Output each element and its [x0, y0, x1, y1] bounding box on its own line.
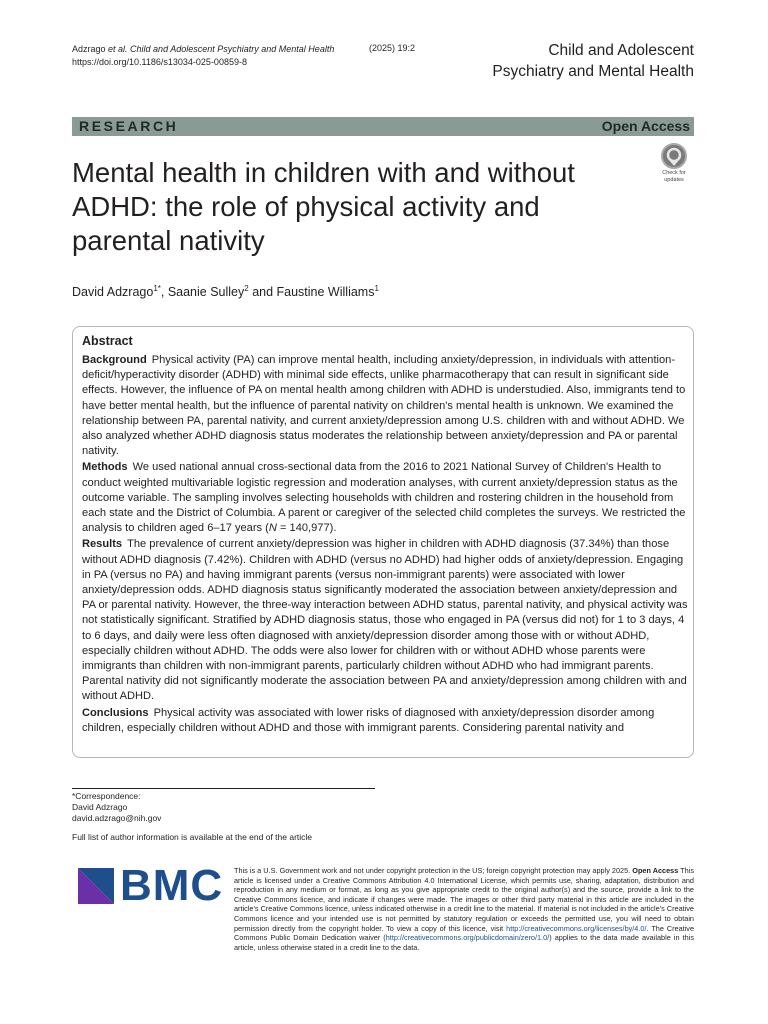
author-affiliation: 2 [244, 284, 249, 293]
methods-n: N [268, 522, 277, 535]
license-part1: This is a U.S. Government work and not under copyright protection in the US; foreign copyright protection may apply 2025. [234, 866, 633, 875]
correspondence-name: David Adzrago [72, 802, 128, 812]
license-link-cc-by[interactable]: http://creativecommons.org/licenses/by/4.0/ [506, 923, 647, 933]
license-part3: . The Creative Commons Public Domain Dedication waiver ( [234, 923, 694, 943]
running-header [72, 43, 334, 69]
background-text: Physical activity (PA) can improve mental health, including anxiety/depression, in individuals with attention-deficit/hyperactivity disorder (ADHD) with minimal side effects, unlike pharmacotherapy that can result in significant side effects. However, the influence of PA on mental health among children with ADHD is understudied. Also, immigrants tend to have better mental health, but the influence of parental nativity on children's mental health is unknown. We examined the relationship between PA, parental nativity, and current anxiety/depression among U.S. children with and without ADHD. We also analyzed whether ADHD diagnosis status moderates the relationship between anxiety/depression and PA or parental nativity. [82, 354, 686, 458]
license-part4: ) applies to the data made available in this article, unless otherwise stated in a credit line to the data. [234, 933, 694, 952]
abstract-body [82, 353, 688, 736]
methods-text: We used national annual cross-sectional data from the 2016 to 2021 National Survey of Children's Health to conduct weighted multivariable logistic regression and moderation analyses, with current anxiety/depression status as the outcome variable. The sampling involves selecting households with children and rostering children in the household from each state and the District of Columbia. A parent or caregiver of the selected child completes the surveys. We restricted the analysis to children aged 6–17 years ( [82, 461, 686, 535]
footnote-divider [72, 788, 375, 789]
license-text [234, 866, 694, 952]
conclusions-text: Physical activity was associated with lower risks of diagnosed with anxiety/depression disorder among children, especially children without ADHD and those with immigrant parents. Considering parental nativity and [82, 706, 655, 734]
bmc-logo-icon [78, 868, 114, 904]
author-name[interactable]: and Faustine Williams [248, 285, 375, 300]
author-affiliation: 1* [153, 284, 161, 293]
doi-link[interactable]: https://doi.org/10.1186/s13034-025-00859-8 [72, 57, 247, 67]
license-part2: This article is licensed under a Creative Commons Attribution 4.0 International License, which permits use, sharing, adaptation, distribution and reproduction in any medium or format, as long as you give appropriate credit to the original author(s) and the source, provide a link to the Creative Commons licence, and indicate if changes were made. The images or other third party material in this article are included in the article's Creative Commons licence, unless indicated otherwise in a credit line to the material. If material is not included in the article's Creative Commons licence and your intended use is not permitted by statutory regulation or exceeds the permitted use, you will need to obtain permission directly from the copyright holder. To view a copy of this licence, visit [234, 866, 695, 933]
journal-name-line2: Psychiatry and Mental Health [492, 63, 694, 80]
abstract-methods [82, 460, 688, 536]
journal-name-line1: Child and Adolescent [548, 42, 694, 59]
correspondence-email[interactable]: david.adzrago@nih.gov [72, 813, 162, 823]
license-link-cc0[interactable]: http://creativecommons.org/publicdomain/zero/1.0/ [385, 933, 550, 943]
citation-author: Adzrago [72, 44, 109, 54]
conclusions-heading: Conclusions [82, 706, 149, 719]
abstract-heading: Abstract [82, 334, 133, 348]
methods-heading: Methods [82, 461, 128, 474]
author-list [72, 284, 379, 299]
correspondence [72, 791, 161, 824]
check-for-updates-button[interactable] [655, 143, 693, 183]
check-for-updates-icon [655, 143, 693, 171]
license-open-access: Open Access [632, 866, 679, 875]
section-label: RESEARCH [79, 118, 179, 134]
correspondence-label: *Correspondence: [72, 791, 141, 801]
citation-journal: et al. Child and Adolescent Psychiatry and Mental Health [108, 44, 335, 54]
check-for-updates-line2: updates [664, 176, 684, 183]
open-access-label: Open Access [601, 118, 690, 134]
check-for-updates-text [655, 170, 693, 183]
methods-text-end: = 140,977). [276, 522, 337, 535]
journal-name [492, 40, 694, 82]
results-text: The prevalence of current anxiety/depression was higher in children with ADHD diagnosis (37.34%) than those without ADHD diagnosis (7.42%). Children with ADHD (versus no ADHD) had higher odds of anxiety/depression. Engaging in PA (versus no PA) and having immigrant parents (versus non-immigrant parents) were associated with lower anxiety/depression odds. ADHD diagnosis status significantly moderated the association between anxiety/depression and PA or parental nativity. However, the three-way interaction between ADHD status, parental nativity, and physical activity was not statistically significant. Stratified by ADHD diagnosis status, those who engaged in PA (versus did not) for 1 to 3 days, 4 to 6 days, and daily were less often diagnosed with anxiety/depression disorder among those with or without ADHD, especially children without ADHD. The odds were also lower for children with or without ADHD whose parents were immigrants than children with non-immigrant parents, particularly children without ADHD who had immigrant parents. Parental nativity did not significantly moderate the association between PA and anxiety/depression among children with and without ADHD. [82, 538, 688, 703]
abstract-results [82, 537, 688, 704]
results-heading: Results [82, 538, 123, 551]
publisher-logo: BMC [120, 861, 224, 910]
abstract-background [82, 353, 688, 459]
author-name[interactable]: David Adzrago [72, 285, 154, 300]
author-info-note: Full list of author information is available at the end of the article [72, 832, 313, 842]
background-heading: Background [82, 354, 147, 366]
year-volume: (2025) 19:2 [369, 43, 416, 53]
abstract-conclusions [82, 706, 688, 736]
author-name[interactable]: , Saanie Sulley [160, 285, 245, 300]
author-affiliation: 1 [374, 284, 379, 293]
article-title: Mental health in children with and without ADHD: the role of physical activity and parental nativity [72, 157, 575, 256]
check-for-updates-line1: Check for [662, 170, 686, 176]
